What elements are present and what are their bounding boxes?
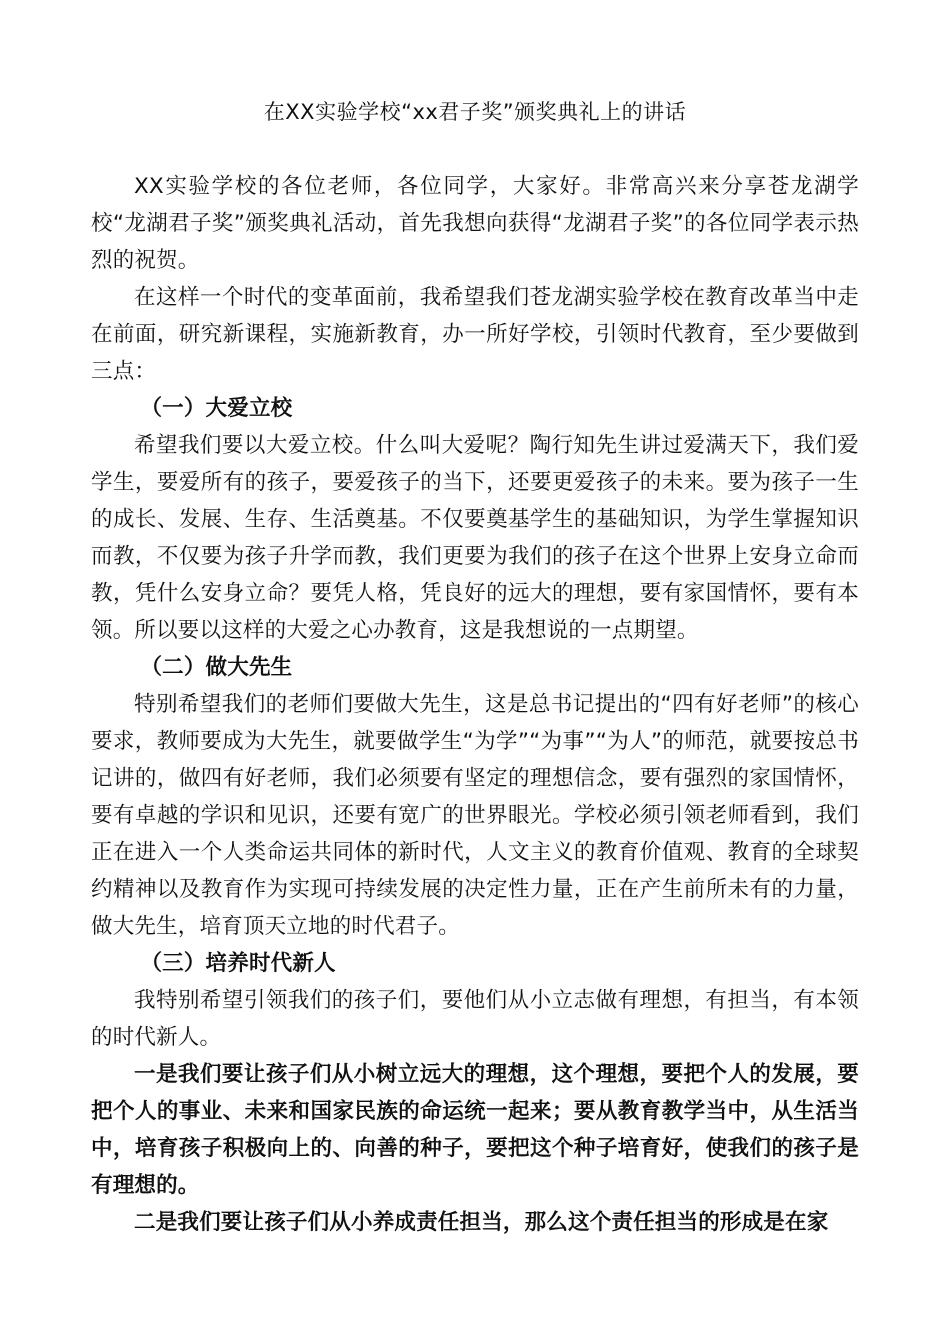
intro-paragraph-2: 在这样一个时代的变革面前，我希望我们苍龙湖实验学校在教育改革当中走在前面，研究新课程，实施新教育，办一所好学校，引领时代教育，至少要做到三点：	[91, 285, 859, 384]
section-2-paragraph-1: 特别希望我们的老师们要做大先生，这是总书记提出的“四有好老师”的核心要求，教师要成为大先生，就要做学生“为学”“为事”“为人”的师范，就要按总书记讲的，做四有好老师，我们必须要有坚定的理想信念，要有强烈的家国情怀，要有卓越的学识和见识，还要有宽广的世界眼光。学校必须引领老师看到，我们正在进入一个人类命运共同体的新时代，人文主义的教育价值观、教育的全球契约精神以及教育作为实现可持续发展的决定性力量，正在产生前所未有的力量，做大先生，培育顶天立地的时代君子。	[91, 692, 859, 939]
document-body	[91, 168, 859, 1241]
section-1-paragraph-1: 希望我们要以大爱立校。什么叫大爱呢？陶行知先生讲过爱满天下，我们爱学生，要爱所有的孩子，要爱孩子的当下，还要更爱孩子的未来。要为孩子一生的成长、发展、生存、生活奠基。不仅要奠基学生的基础知识，为学生掌握知识而教，不仅要为孩子升学而教，我们更要为我们的孩子在这个世界上安身立命而教，凭什么安身立命？要凭人格，凭良好的远大的理想，要有家国情怀，要有本领。所以要以这样的大爱之心办教育，这是我想说的一点期望。	[91, 433, 859, 643]
section-3-bold-paragraph-1: 一是我们要让孩子们从小树立远大的理想，这个理想，要把个人的发展，要把个人的事业、未来和国家民族的命运统一起来；要从教育教学当中，从生活当中，培育孩子积极向上的、向善的种子，要把这个种子培育好，使我们的孩子是有理想的。	[91, 1062, 859, 1198]
section-1-heading: （一）大爱立校	[140, 396, 293, 421]
section-3-bold-paragraph-2: 二是我们要让孩子们从小养成责任担当，那么这个责任担当的形成是在家	[134, 1210, 829, 1235]
section-3-paragraph-1: 我特别希望引领我们的孩子们，要他们从小立志做有理想，有担当，有本领的时代新人。	[91, 988, 859, 1050]
document-page	[91, 0, 859, 1241]
section-3-heading: （三）培养时代新人	[140, 951, 336, 976]
intro-paragraph-1: XX实验学校的各位老师，各位同学，大家好。非常高兴来分享苍龙湖学校“龙湖君子奖”颁奖典礼活动，首先我想向获得“龙湖君子奖”的各位同学表示热烈的祝贺。	[91, 174, 859, 273]
section-2-heading: （二）做大先生	[140, 655, 293, 680]
document-title: 在XX实验学校“xx君子奖”颁奖典礼上的讲话	[263, 100, 687, 124]
